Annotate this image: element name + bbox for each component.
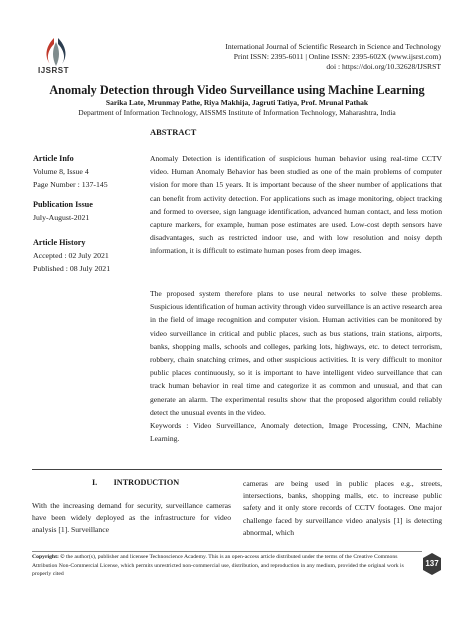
- page-number-badge: [420, 552, 444, 576]
- publication-issue-heading: Publication Issue: [33, 200, 93, 209]
- abstract-paragraph-1: [150, 152, 442, 258]
- abstract-text-1: Anomaly Detection is identification of suspicious human behavior using real-time CCTV video. Human Anomaly Behavior has been studied as one of the main problems of computer vision for more than 15 years. It is important because of the sheer number of applications that can benefit from activity detection. For applications such as image monitoring, object tracking and formed to oversee, sign language identification, advanced human contact, and less motion capture markers, for example, human pose estimates are used. Low-cost depth sensors have disadvantages, such as restricted indoor use, and with low resolution and noisy depth information, it is difficult to estimate human poses from deep images.: [150, 154, 442, 256]
- intro-column-left: With the increasing demand for security, surveillance cameras have been widely deployed as the infrastructure for video analysis [1]. Surveillance: [32, 501, 231, 535]
- abstract-text-2: The proposed system therefore plans to use neural networks to solve these problems. Suspicious identification of human activity through video surveillance is an active research area in the field of image recognition and computer vision. Human activities can be monitored by video surveillance in critical and public places, such as bus stations, train stations, airports, banks, shopping malls, schools and colleges, parking lots, highways, etc. to detect terrorism, robbery, chain snatching crimes, and other suspicious activities. It is very difficult to monitor public places continuously, so it is important to have intelligent video surveillance that can track human behavior in real time and categorize it as common and unusual, and that can generate an alarm. The experimental results show that the proposed algorithm could reliably detect the unusual events in the video.: [150, 289, 442, 417]
- page-range: Page Number : 137-145: [33, 180, 108, 189]
- article-info-heading: Article Info: [33, 154, 74, 163]
- published-date: Published : 08 July 2021: [33, 264, 111, 273]
- accepted-date: Accepted : 02 July 2021: [33, 251, 109, 260]
- copyright-notice: [32, 553, 410, 579]
- footer-divider: [32, 551, 422, 552]
- article-info-block: [33, 154, 143, 191]
- logo-text: IJSRST: [38, 66, 70, 75]
- intro-column-right: cameras are being used in public places e.g., streets, intersections, banks, shopping malls, etc. to increase public safety and it only store records of CCTV footages. One major challenge faced by surveillance video analysis [1] is detecting abnormal, which: [243, 479, 442, 537]
- page-number: 137: [425, 559, 439, 568]
- article-history-block: [33, 238, 143, 275]
- abstract-paragraph-2: [150, 287, 442, 445]
- paper-affiliation: Department of Information Technology, AISSMS Institute of Information Technology, Maharashtra, India: [78, 108, 396, 117]
- article-history-heading: Article History: [33, 238, 86, 247]
- introduction-heading: I. INTRODUCTION: [92, 478, 180, 487]
- copyright-label: Copyright: ©: [32, 554, 65, 560]
- keywords-line: Keywords : Video Surveillance, Anomaly detection, Image Processing, CNN, Machine Learning.: [150, 421, 442, 444]
- publication-issue-block: [33, 200, 143, 224]
- paper-title: Anomaly Detection through Video Surveillance using Machine Learning: [49, 83, 425, 97]
- journal-name: International Journal of Scientific Research in Science and Technology: [225, 42, 441, 51]
- volume-issue: Volume 8, Issue 4: [33, 167, 89, 176]
- paper-authors: Sarika Late, Mrunmay Pathe, Riya Makhija, Jagruti Tatiya, Prof. Mrunal Pathak: [105, 98, 369, 107]
- abstract-heading: ABSTRACT: [150, 127, 197, 137]
- issn-line: Print ISSN: 2395-6011 | Online ISSN: 2395-602X (www.ijsrst.com): [233, 52, 441, 61]
- publication-issue-value: July-August-2021: [33, 213, 90, 222]
- section-divider: [32, 469, 442, 470]
- copyright-text: the author(s), publisher and licensee Technoscience Academy. This is an open-access article distributed under the terms of the Creative Commons Attribution Non-Commercial License, which permits unrestricted non-commercial use, distribution, and reproduction in any medium, provided the original work is properly cited: [32, 554, 404, 578]
- doi-line: doi : https://doi.org/10.32628/IJSRST: [326, 62, 441, 71]
- journal-info: [225, 42, 441, 72]
